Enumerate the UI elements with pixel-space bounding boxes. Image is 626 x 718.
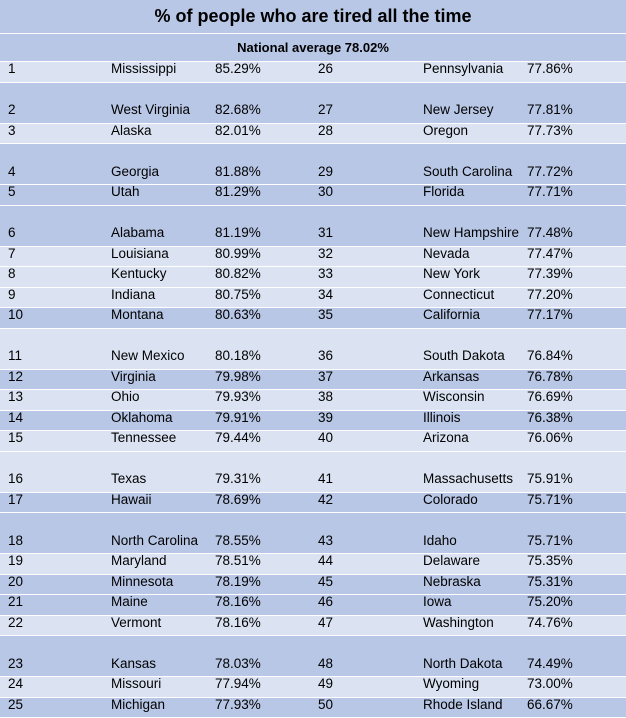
percent-cell: 75.91% — [527, 471, 573, 486]
state-cell: Michigan — [111, 696, 166, 712]
table-row — [0, 513, 626, 554]
rank-cell: 44 — [318, 553, 334, 568]
rank-cell: 28 — [318, 122, 334, 138]
percent-cell: 77.47% — [527, 245, 573, 261]
percent-cell: 77.48% — [527, 225, 573, 240]
percent-cell: 80.18% — [215, 348, 261, 363]
state-cell: Tennessee — [111, 430, 177, 445]
state-cell: Pennsylvania — [423, 61, 504, 76]
percent-cell: 79.98% — [215, 368, 261, 384]
percent-cell: 82.68% — [215, 102, 261, 117]
percent-cell: 85.29% — [215, 61, 261, 76]
percent-cell: 66.67% — [527, 696, 573, 712]
table-row — [0, 185, 626, 206]
percent-cell: 78.69% — [215, 491, 261, 507]
rank-cell: 7 — [8, 245, 16, 261]
rank-cell: 45 — [318, 573, 334, 589]
state-cell: Iowa — [423, 594, 452, 609]
percent-cell: 78.19% — [215, 573, 261, 589]
rank-cell: 32 — [318, 245, 334, 261]
percent-cell: 77.72% — [527, 163, 573, 179]
percent-cell: 77.71% — [527, 184, 573, 199]
percent-cell: 75.20% — [527, 594, 573, 609]
percent-cell: 80.82% — [215, 266, 261, 281]
rank-cell: 10 — [8, 307, 24, 322]
percent-cell: 80.99% — [215, 245, 261, 261]
table-body — [0, 62, 626, 718]
rank-cell: 37 — [318, 368, 334, 384]
percent-cell: 77.94% — [215, 676, 261, 691]
state-cell: Massachusetts — [423, 471, 514, 486]
percent-cell: 77.20% — [527, 286, 573, 302]
table-row — [0, 124, 626, 145]
percent-cell: 81.88% — [215, 163, 261, 179]
rank-cell: 1 — [8, 61, 16, 76]
state-cell: Minnesota — [111, 573, 174, 589]
state-cell: Kentucky — [111, 266, 167, 281]
percent-cell: 77.81% — [527, 102, 573, 117]
rank-cell: 33 — [318, 266, 334, 281]
state-cell: New Jersey — [423, 102, 494, 117]
state-cell: Washington — [423, 614, 494, 630]
state-cell: Utah — [111, 184, 140, 199]
state-cell: Indiana — [111, 286, 156, 302]
rank-cell: 13 — [8, 389, 24, 404]
rank-cell: 47 — [318, 614, 334, 630]
percent-cell: 76.69% — [527, 389, 573, 404]
rank-cell: 17 — [8, 491, 24, 507]
state-cell: Wyoming — [423, 676, 480, 691]
rank-cell: 18 — [8, 532, 24, 548]
rank-cell: 12 — [8, 368, 24, 384]
rank-cell: 21 — [8, 594, 24, 609]
state-cell: Florida — [423, 184, 465, 199]
state-cell: North Dakota — [423, 655, 503, 671]
rank-cell: 8 — [8, 266, 16, 281]
state-cell: Arkansas — [423, 368, 480, 384]
state-cell: Rhode Island — [423, 696, 503, 712]
rank-cell: 29 — [318, 163, 334, 179]
state-cell: Alabama — [111, 225, 165, 240]
table-row — [0, 144, 626, 185]
table-row — [0, 636, 626, 677]
state-cell: Mississippi — [111, 61, 177, 76]
rank-cell: 3 — [8, 122, 16, 138]
table-row — [0, 616, 626, 637]
state-cell: Georgia — [111, 163, 160, 179]
percent-cell: 77.39% — [527, 266, 573, 281]
percent-cell: 78.03% — [215, 655, 261, 671]
rank-cell: 22 — [8, 614, 24, 630]
rank-cell: 14 — [8, 409, 24, 425]
percent-cell: 78.55% — [215, 532, 261, 548]
percent-cell: 80.63% — [215, 307, 261, 322]
table-row — [0, 308, 626, 329]
rank-cell: 48 — [318, 655, 334, 671]
rank-cell: 20 — [8, 573, 24, 589]
rank-cell: 31 — [318, 225, 334, 240]
rank-cell: 43 — [318, 532, 334, 548]
percent-cell: 75.71% — [527, 532, 573, 548]
table-row — [0, 452, 626, 493]
rank-cell: 30 — [318, 184, 334, 199]
table-row — [0, 329, 626, 370]
state-cell: Louisiana — [111, 245, 169, 261]
rank-cell: 42 — [318, 491, 334, 507]
percent-cell: 77.93% — [215, 696, 261, 712]
state-cell: Nebraska — [423, 573, 481, 589]
state-cell: Idaho — [423, 532, 457, 548]
state-cell: Missouri — [111, 676, 162, 691]
state-cell: Oregon — [423, 122, 469, 138]
state-cell: Vermont — [111, 614, 162, 630]
rank-cell: 9 — [8, 286, 16, 302]
state-cell: Ohio — [111, 389, 140, 404]
state-cell: South Carolina — [423, 163, 513, 179]
rank-cell: 50 — [318, 696, 334, 712]
percent-cell: 78.16% — [215, 594, 261, 609]
table-row — [0, 83, 626, 124]
rank-cell: 6 — [8, 225, 16, 240]
percent-cell: 79.31% — [215, 471, 261, 486]
table-row — [0, 62, 626, 83]
table-title: % of people who are tired all the time — [0, 0, 626, 34]
percent-cell: 78.51% — [215, 553, 261, 568]
percent-cell: 79.44% — [215, 430, 261, 445]
rank-cell: 46 — [318, 594, 334, 609]
rank-cell: 24 — [8, 676, 24, 691]
state-cell: North Carolina — [111, 532, 199, 548]
table-row — [0, 493, 626, 514]
rank-cell: 23 — [8, 655, 24, 671]
rank-cell: 36 — [318, 348, 334, 363]
rank-cell: 35 — [318, 307, 334, 322]
rank-cell: 39 — [318, 409, 334, 425]
percent-cell: 74.76% — [527, 614, 573, 630]
percent-cell: 76.84% — [527, 348, 573, 363]
state-cell: Hawaii — [111, 491, 152, 507]
percent-cell: 75.71% — [527, 491, 573, 507]
rank-cell: 16 — [8, 471, 24, 486]
percent-cell: 75.31% — [527, 573, 573, 589]
state-cell: Texas — [111, 471, 147, 486]
state-cell: Colorado — [423, 491, 478, 507]
percent-cell: 79.91% — [215, 409, 261, 425]
rank-cell: 11 — [8, 348, 23, 363]
table-row — [0, 698, 626, 718]
percent-cell: 81.29% — [215, 184, 261, 199]
rank-cell: 25 — [8, 696, 24, 712]
rank-cell: 41 — [318, 471, 334, 486]
percent-cell: 82.01% — [215, 122, 261, 138]
percent-cell: 76.38% — [527, 409, 573, 425]
rank-cell: 27 — [318, 102, 334, 117]
rank-cell: 4 — [8, 163, 16, 179]
state-cell: Wisconsin — [423, 389, 485, 404]
rank-cell: 15 — [8, 430, 24, 445]
table-row — [0, 206, 626, 247]
state-cell: New Hampshire — [423, 225, 520, 240]
percent-cell: 77.73% — [527, 122, 573, 138]
state-cell: Alaska — [111, 122, 152, 138]
state-cell: Kansas — [111, 655, 157, 671]
state-cell: West Virginia — [111, 102, 191, 117]
state-cell: New Mexico — [111, 348, 185, 363]
rank-cell: 40 — [318, 430, 334, 445]
state-cell: Connecticut — [423, 286, 495, 302]
table-row — [0, 431, 626, 452]
percent-cell: 74.49% — [527, 655, 573, 671]
percent-cell: 75.35% — [527, 553, 573, 568]
percent-cell: 73.00% — [527, 676, 573, 691]
state-cell: Virginia — [111, 368, 156, 384]
percent-cell: 77.86% — [527, 61, 573, 76]
state-cell: Delaware — [423, 553, 481, 568]
state-cell: Arizona — [423, 430, 469, 445]
state-cell: Maryland — [111, 553, 167, 568]
rank-cell: 19 — [8, 553, 24, 568]
percent-cell: 79.93% — [215, 389, 261, 404]
rank-cell: 38 — [318, 389, 334, 404]
rank-cell: 26 — [318, 61, 334, 76]
percent-cell: 77.17% — [527, 307, 573, 322]
percent-cell: 76.06% — [527, 430, 573, 445]
state-cell: California — [423, 307, 481, 322]
percent-cell: 76.78% — [527, 368, 573, 384]
state-cell: New York — [423, 266, 481, 281]
state-cell: Illinois — [423, 409, 461, 425]
rank-cell: 34 — [318, 286, 334, 302]
state-cell: Montana — [111, 307, 164, 322]
percent-cell: 78.16% — [215, 614, 261, 630]
rank-cell: 2 — [8, 102, 16, 117]
percent-cell: 80.75% — [215, 286, 261, 302]
state-cell: Maine — [111, 594, 148, 609]
state-cell: Nevada — [423, 245, 470, 261]
rank-cell: 5 — [8, 184, 16, 199]
percent-cell: 81.19% — [215, 225, 261, 240]
state-cell: Oklahoma — [111, 409, 173, 425]
national-average-label: National average 78.02% — [0, 34, 626, 62]
state-cell: South Dakota — [423, 348, 505, 363]
rank-cell: 49 — [318, 676, 334, 691]
